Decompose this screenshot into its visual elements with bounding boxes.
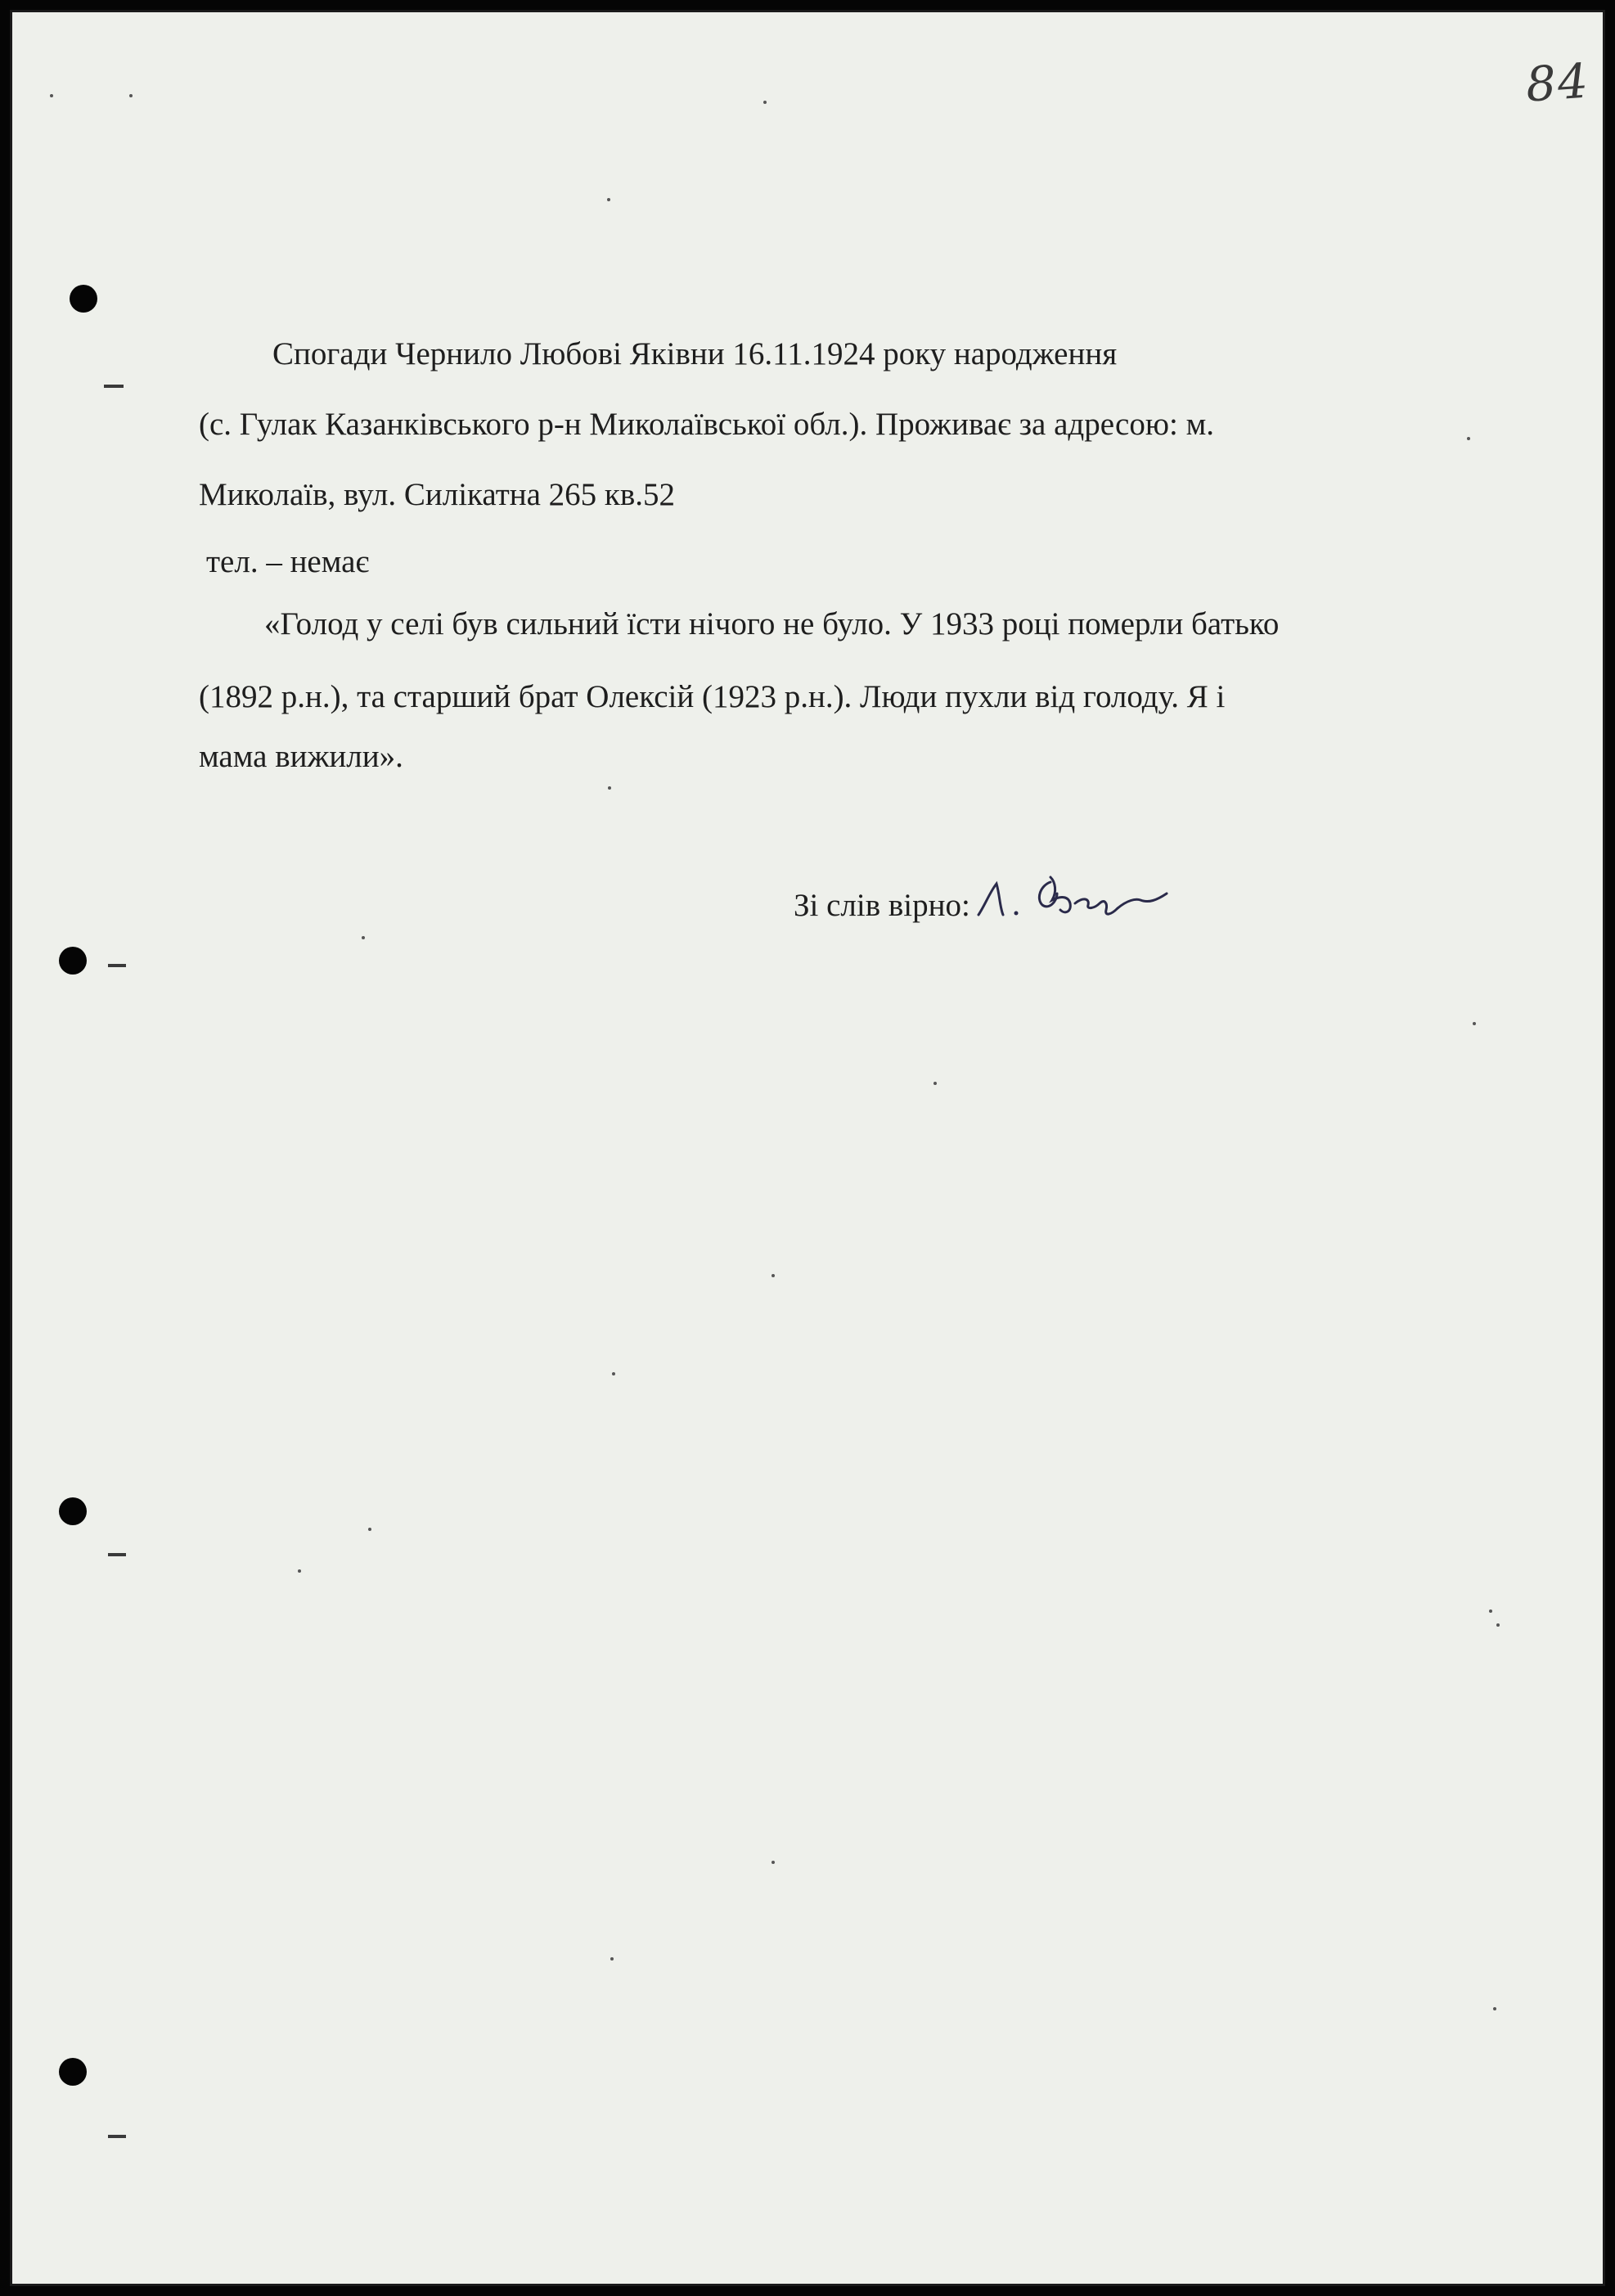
binder-hole bbox=[59, 947, 87, 975]
binder-hole bbox=[70, 285, 97, 313]
scan-speck bbox=[610, 1957, 614, 1961]
page-number: 84 bbox=[1523, 52, 1592, 113]
scan-speck bbox=[933, 1082, 937, 1085]
binder-hole bbox=[59, 2058, 87, 2086]
scan-speck bbox=[1496, 1623, 1500, 1627]
address-line: Миколаїв, вул. Силікатна 265 кв.52 bbox=[199, 477, 676, 512]
scan-speck bbox=[772, 1274, 775, 1277]
scan-speck bbox=[763, 101, 767, 104]
margin-mark bbox=[108, 964, 126, 967]
quote-line: (1892 р.н.), та старший брат Олексій (1923 р.н.). Люди пухли від голоду. Я і bbox=[199, 679, 1226, 714]
scan-speck bbox=[1467, 437, 1470, 440]
scan-speck bbox=[1493, 2007, 1496, 2010]
scan-speck bbox=[129, 94, 133, 97]
quote-line: «Голод у селі був сильний їсти нічого не було. У 1933 році померли батько bbox=[264, 606, 1280, 642]
verification-label: Зі слів вірно: bbox=[794, 888, 970, 923]
scan-speck bbox=[50, 94, 53, 97]
scan-speck bbox=[612, 1372, 615, 1375]
handwritten-signature bbox=[972, 867, 1185, 929]
scan-speck bbox=[608, 786, 611, 790]
document-page bbox=[10, 10, 1605, 2286]
scan-speck bbox=[607, 198, 610, 201]
quote-line: мама вижили». bbox=[199, 739, 403, 774]
margin-mark bbox=[108, 2135, 126, 2138]
verification-block bbox=[794, 867, 1185, 924]
scan-speck bbox=[362, 936, 365, 939]
binder-hole bbox=[59, 1497, 87, 1525]
scan-speck bbox=[1489, 1609, 1492, 1613]
phone-line: тел. – немає bbox=[206, 544, 370, 579]
address-line: (с. Гулак Казанківського р-н Миколаївської обл.). Проживає за адресою: м. bbox=[199, 407, 1215, 442]
document-heading: Спогади Чернило Любові Яківни 16.11.1924 року народження bbox=[272, 336, 1118, 371]
margin-mark bbox=[104, 385, 124, 388]
scan-speck bbox=[368, 1528, 371, 1531]
scan-speck bbox=[1473, 1022, 1476, 1025]
scan-speck bbox=[298, 1569, 301, 1573]
scan-speck bbox=[772, 1861, 775, 1864]
margin-mark bbox=[108, 1553, 126, 1556]
